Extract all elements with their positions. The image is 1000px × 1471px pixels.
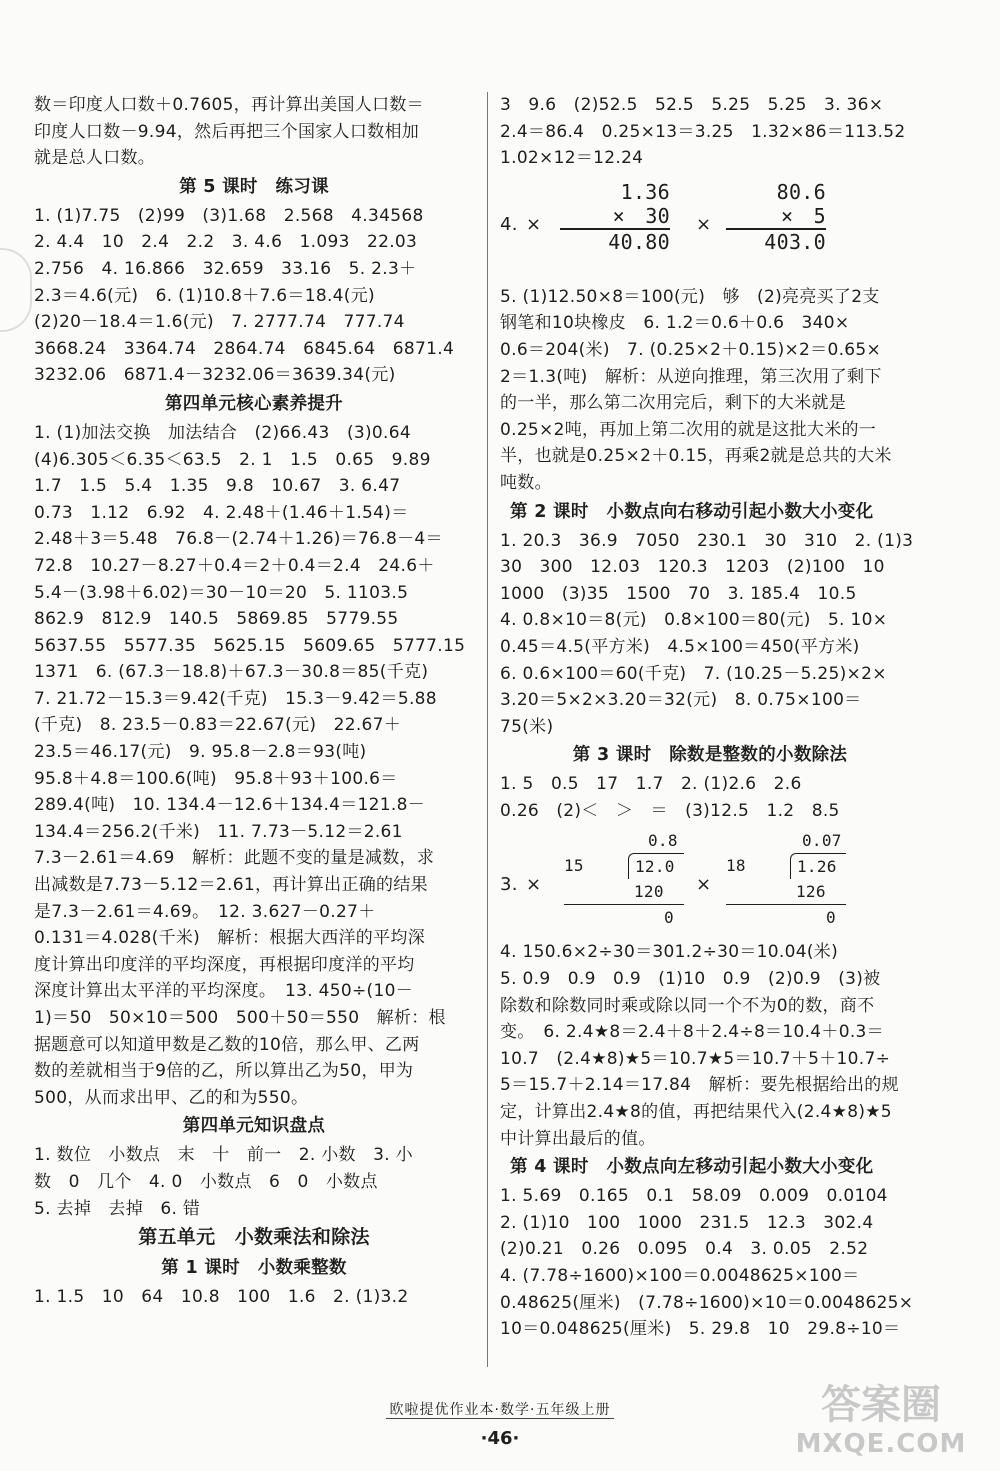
text-line: 1. (1)7.75 (2)99 (3)1.68 2.568 4.34568: [34, 205, 424, 226]
text-line: 5＝15.7＋2.14＝17.84 解析：要先根据给出的规: [500, 1075, 899, 1096]
text-line: 1000 (3)35 1500 70 3. 185.4 10.5: [500, 583, 857, 604]
remainder: 0: [826, 908, 836, 928]
unit-4-review-answers: [34, 1142, 474, 1222]
text-line: 6. 0.6×100＝60(千克) 7. (10.25－5.25)×2×: [500, 663, 887, 684]
text-line: 的一半，那么第二次用完后，剩下的大米就是: [500, 393, 846, 414]
question-label: 3.: [500, 874, 518, 896]
text-line: 数的差就相当于9倍的乙，所以算出乙为50，甲为: [34, 1061, 414, 1082]
text-line: 5. (1)12.50×8＝100(元) 够 (2)亮亮买了2支: [500, 286, 880, 307]
text-line: 862.9 812.9 140.5 5869.85 5779.55: [34, 609, 399, 630]
divisor: 15: [564, 856, 584, 876]
text-line: 2. (1)10 100 1000 231.5 12.3 302.4: [500, 1212, 874, 1233]
text-line: 3 9.6 (2)52.5 52.5 5.25 5.25 3. 36×: [500, 95, 884, 115]
unit-4-core-heading: 第四单元核心素养提升: [165, 393, 343, 414]
text-line: 75(米): [500, 716, 554, 737]
text-line: 2.756 4. 16.866 32.659 33.16 5. 2.3＋: [34, 258, 417, 279]
quotient: 0.07: [802, 831, 842, 851]
book-title: 欧啦提优作业本·数学·五年级上册: [386, 1402, 615, 1419]
multiplicand: 1.36: [620, 179, 670, 204]
text-line: 数 0 几个 4. 0 小数点 6 0 小数点: [34, 1171, 378, 1192]
text-line: 2.4＝86.4 0.25×13＝3.25 1.32×86＝113.52: [500, 121, 906, 142]
text-line: (2)20－18.4＝1.6(元) 7. 2777.74 777.74: [34, 312, 405, 333]
text-line: 5. 0.9 0.9 0.9 (1)10 0.9 (2)0.9 (3)被: [500, 969, 881, 990]
partial-product: 126: [726, 879, 846, 905]
text-line: 7. 21.72－15.3＝9.42(千克) 15.3－9.42＝5.88: [34, 688, 437, 709]
text-line: 1)＝50 50×10＝500 500＋50＝550 解析：根: [34, 1008, 446, 1028]
quotient: 0.8: [648, 831, 678, 851]
multiplier: × 30: [560, 204, 670, 230]
unit-5-lesson-1-answers: [34, 1284, 474, 1311]
text-line: 0.6＝204(米) 7. (0.25×2＋0.15)×2＝0.65×: [500, 339, 882, 360]
unit-4-review-heading: 第四单元知识盘点: [182, 1116, 326, 1137]
left-column: [34, 92, 474, 1311]
text-line: 23.5＝46.17(元) 9. 95.8－2.8＝93(吨): [34, 742, 367, 763]
lesson-2-heading: 第 2 课时 小数点向右移动引起小数大小变化: [510, 501, 874, 522]
text-line: 是7.3－2.61＝4.69。 12. 3.627－0.27＋: [34, 901, 376, 922]
text-line: 定，计算出2.4★8的值，再把结果代入(2.4★8)★5: [500, 1102, 892, 1123]
text-line: 据题意可以知道甲数是乙数的10倍，那么甲、乙两: [34, 1034, 420, 1055]
text-line: 1371 6. (67.3－18.8)＋67.3－30.8＝85(千克): [34, 662, 429, 683]
text-line: 4. 150.6×2÷30＝301.2÷30＝10.04(米): [500, 942, 839, 963]
vertical-multiplication-2: [726, 180, 826, 254]
text-line: 0.45＝4.5(平方米) 4.5×100＝450(平方米): [500, 636, 860, 657]
text-line: 半，也就是0.25×2＋0.15，再乘2就是总共的大米: [500, 446, 892, 467]
text-line: 1.02×12＝12.24: [500, 148, 644, 169]
watermark-text: 答案圈: [821, 1382, 941, 1428]
lesson-3-heading: 第 3 课时 除数是整数的小数除法: [572, 745, 848, 766]
unit-5-heading: 第五单元 小数乘法和除法: [138, 1226, 370, 1249]
watermark-logo: [776, 1380, 986, 1460]
right-column: [500, 92, 920, 1343]
text-line: 5.4－(3.98＋6.02)＝30－10＝20 5. 1103.5: [34, 582, 409, 603]
text-line: 2.3＝4.6(元) 6. (1)10.8＋7.6＝18.4(元): [34, 285, 375, 306]
watermark-site: MXQE.COM: [795, 1429, 967, 1459]
text-line: 0.48625(厘米) (7.78÷1600)×10＝0.0048625×: [500, 1292, 914, 1313]
continued-answers: [500, 92, 920, 172]
text-line: 7.3－2.61＝4.69 解析：此题不变的量是减数，求: [34, 848, 435, 869]
text-line: 4. (7.78÷1600)×100＝0.0048625×100＝: [500, 1266, 860, 1286]
text-line: 1. (1)加法交换 加法结合 (2)66.43 (3)0.64: [34, 422, 411, 443]
text-line: 1.7 1.5 5.4 1.35 9.8 10.67 3. 6.47: [34, 476, 401, 497]
text-line: 5637.55 5577.35 5625.15 5609.65 5777.15: [34, 635, 466, 656]
text-line: 0.25×2吨，再加上第二次用的就是这批大米的一: [500, 419, 877, 440]
remainder: 0: [664, 908, 674, 928]
vertical-multiplication-1: [560, 180, 670, 254]
text-line: 印度人口数－9.94，然后再把三个国家人口数相加: [34, 121, 420, 142]
text-line: 30 300 12.03 120.3 1203 (2)100 10: [500, 557, 885, 578]
multiplier: × 5: [726, 204, 826, 230]
wrong-mark: ×: [526, 213, 542, 235]
long-division-row: [500, 824, 920, 939]
text-line: 深度计算出太平洋的平均深度。 13. 450÷(10－: [34, 981, 413, 1002]
lesson-5-heading: 第 5 课时 练习课: [179, 176, 329, 197]
text-line: 数＝印度人口数＋0.7605，再计算出美国人口数＝: [34, 95, 424, 115]
text-line: 钢笔和10块橡皮 6. 1.2＝0.6＋0.6 340×: [500, 313, 850, 334]
lesson-4-heading: 第 4 课时 小数点向左移动引起小数大小变化: [510, 1157, 874, 1178]
text-line: 500，从而求出甲、乙的和为550。: [34, 1087, 309, 1108]
text-line: 度计算出印度洋的平均深度，再根据印度洋的平均: [34, 954, 415, 975]
text-line: 134.4＝256.2(千米) 11. 7.73－5.12＝2.61: [34, 821, 403, 842]
text-line: (2)0.21 0.26 0.095 0.4 3. 0.05 2.52: [500, 1239, 869, 1260]
lesson-2-answers: [500, 528, 920, 741]
text-line: 中计算出最后的值。: [500, 1128, 656, 1149]
text-line: 10.7 (2.4★8)★5＝10.7★5＝10.7＋5＋10.7÷: [500, 1048, 891, 1069]
product: 40.80: [608, 229, 670, 254]
multiplicand: 80.6: [776, 179, 826, 204]
column-divider: [487, 92, 488, 1367]
division-body: [564, 853, 684, 879]
wrong-mark: ×: [696, 213, 712, 235]
intro-block: [34, 92, 474, 172]
division-body: [726, 853, 846, 879]
product: 403.0: [764, 229, 826, 254]
text-line: 3668.24 3364.74 2864.74 6845.64 6871.4: [34, 338, 455, 359]
unit-4-core-answers: [34, 420, 474, 1111]
text-line: 变。 6. 2.4★8＝2.4＋8＋2.4÷8＝10.4＋0.3＝: [500, 1022, 884, 1043]
text-line: 1. 20.3 36.9 7050 230.1 30 310 2. (1)3: [500, 530, 914, 551]
text-line: 95.8＋4.8＝100.6(吨) 95.8＋93＋100.6＝: [34, 768, 398, 789]
text-line: 2. 4.4 10 2.4 2.2 3. 4.6 1.093 22.03: [34, 232, 418, 253]
lesson-3-answers: [500, 771, 920, 824]
text-line: 3232.06 6871.4－3232.06＝3639.34(元): [34, 365, 396, 386]
text-line: 0.26 (2)＜ ＞ ＝ (3)12.5 1.2 8.5: [500, 800, 840, 821]
text-line: 出减数是7.73－5.12＝2.61，再计算出正确的结果: [34, 875, 428, 896]
page-number: ·46·: [480, 1428, 520, 1449]
text-line: 1. 1.5 10 64 10.8 100 1.6 2. (1)3.2: [34, 1287, 409, 1308]
text-line: 1. 5.69 0.165 0.1 58.09 0.009 0.0104: [500, 1186, 888, 1207]
text-line: 吨数。: [500, 472, 552, 493]
text-line: (千克) 8. 23.5－0.83＝22.67(元) 22.67＋: [34, 715, 402, 736]
text-line: 1. 数位 小数点 末 十 前一 2. 小数 3. 小: [34, 1145, 413, 1166]
lesson-3-answers-continued: [500, 939, 920, 1152]
lesson-1-answers-continued: [500, 284, 920, 497]
margin-stamp: [0, 248, 32, 332]
text-line: 就是总人口数。: [34, 148, 156, 169]
text-line: 289.4(吨) 10. 134.4－12.6＋134.4＝121.8－: [34, 795, 426, 816]
text-line: 72.8 10.27－8.27＋0.4＝2＋0.4＝2.4 24.6＋: [34, 555, 435, 576]
text-line: 2＝1.3(吨) 解析：从逆向推理，第三次用了剩下: [500, 366, 882, 387]
text-line: 0.73 1.12 6.92 4. 2.48＋(1.46＋1.54)＝: [34, 502, 409, 523]
partial-product: 120: [564, 879, 684, 905]
text-line: 1. 5 0.5 17 1.7 2. (1)2.6 2.6: [500, 774, 802, 795]
dividend: 12.0: [628, 853, 684, 879]
lesson-4-answers: [500, 1183, 920, 1343]
question-label: 4.: [500, 213, 518, 235]
text-line: 4. 0.8×10＝8(元) 0.8×100＝80(元) 5. 10×: [500, 610, 888, 631]
wrong-mark: ×: [526, 874, 542, 896]
lesson-5-answers: [34, 203, 474, 389]
text-line: 除数和除数同时乘或除以同一个不为0的数，商不: [500, 995, 875, 1016]
text-line: 3.20＝5×2×3.20＝32(元) 8. 0.75×100＝: [500, 690, 862, 711]
wrong-mark: ×: [696, 874, 712, 896]
long-division-2: [726, 828, 846, 930]
long-division-1: [564, 828, 684, 930]
vertical-multiplication-row: [500, 172, 920, 284]
text-line: 0.131＝4.028(千米) 解析：根据大西洋的平均深: [34, 928, 425, 949]
text-line: 10＝0.048625(厘米) 5. 29.8 10 29.8÷10＝: [500, 1319, 901, 1340]
dividend: 1.26: [790, 853, 846, 879]
divisor: 18: [726, 856, 746, 876]
text-line: (4)6.305＜6.35＜63.5 2. 1 1.5 0.65 9.89: [34, 449, 431, 470]
text-line: 2.48＋3＝5.48 76.8－(2.74＋1.26)＝76.8－4＝: [34, 529, 443, 550]
text-line: 5. 去掉 去掉 6. 错: [34, 1198, 201, 1219]
unit-5-lesson-1-heading: 第 1 课时 小数乘整数: [161, 1258, 347, 1279]
